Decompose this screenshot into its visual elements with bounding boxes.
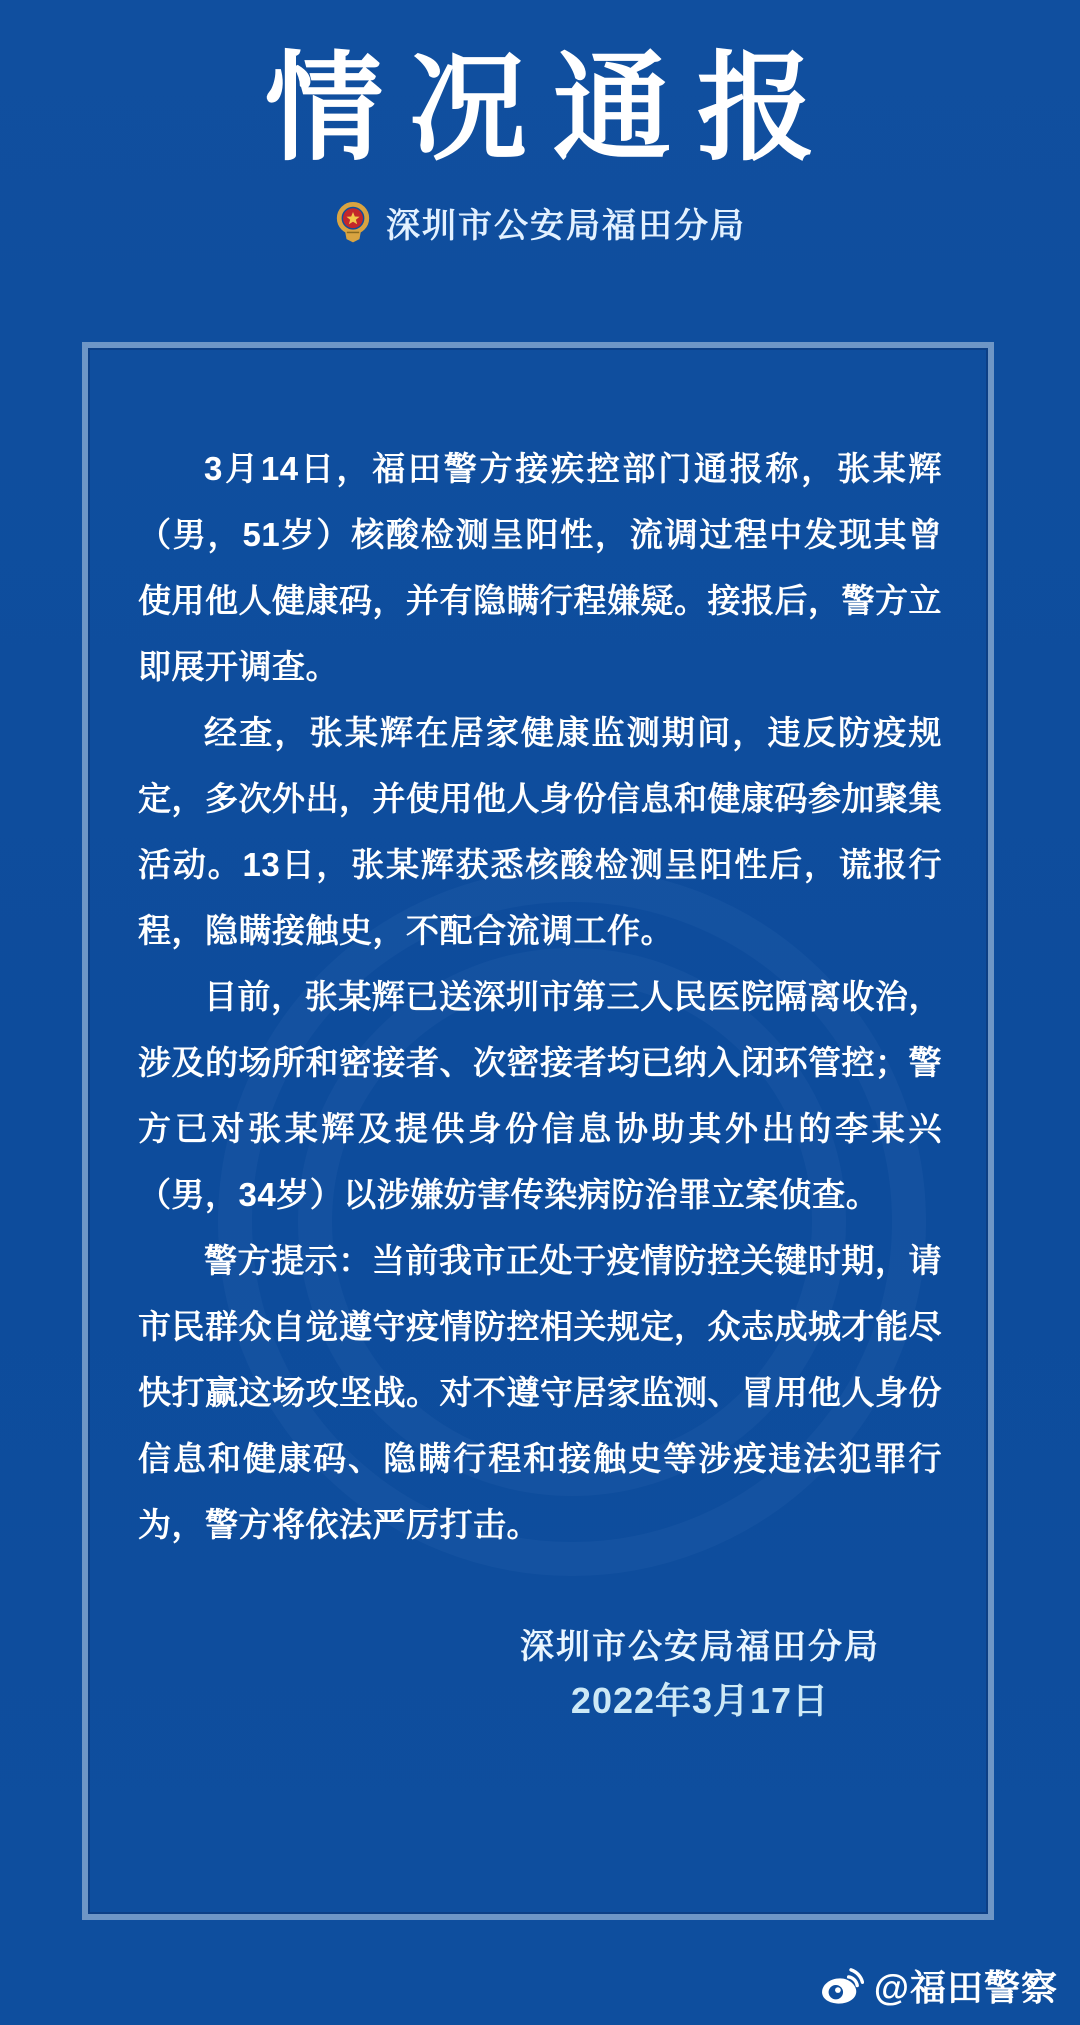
agency-header (0, 198, 1080, 247)
notice-box (82, 342, 994, 1920)
notice-paragraph: 经查，张某辉在居家健康监测期间，违反防疫规定，多次外出，并使用他人身份信息和健康码参加聚集活动。13日，张某辉获悉核酸检测呈阳性后，谎报行程，隐瞒接触史，不配合流调工作。 (138, 714, 942, 949)
weibo-footer (820, 1960, 1058, 2011)
notice-paragraph: 目前，张某辉已送深圳市第三人民医院隔离收治，涉及的场所和密接者、次密接者均已纳入闭环管控；警方已对张某辉及提供身份信息协助其外出的李某兴（男，34岁）以涉嫌妨害传染病防治罪立案侦查。 (138, 978, 942, 1213)
weibo-icon (820, 1967, 864, 2005)
page-title: 情况通报 (265, 44, 841, 175)
signature-block (520, 1620, 880, 1728)
signature-date: 2022年3月17日 (570, 1680, 830, 1721)
police-badge-icon (334, 201, 372, 243)
agency-name: 深圳市公安局福田分局 (386, 206, 746, 245)
weibo-handle: @福田警察 (873, 1967, 1058, 2008)
notice-paragraph: 警方提示：当前我市正处于疫情防控关键时期，请市民群众自觉遵守疫情防控相关规定，众志成城才能尽快打赢这场攻坚战。对不遵守居家监测、冒用他人身份信息和健康码、隐瞒行程和接触史等涉疫违法犯罪行为，警方将依法严厉打击。 (138, 1242, 942, 1543)
signature-agency: 深圳市公安局福田分局 (520, 1628, 880, 1666)
notice-paragraph: 3月14日，福田警方接疾控部门通报称，张某辉（男，51岁）核酸检测呈阳性，流调过程中发现其曾使用他人健康码，并有隐瞒行程嫌疑。接报后，警方立即展开调查。 (138, 450, 942, 685)
